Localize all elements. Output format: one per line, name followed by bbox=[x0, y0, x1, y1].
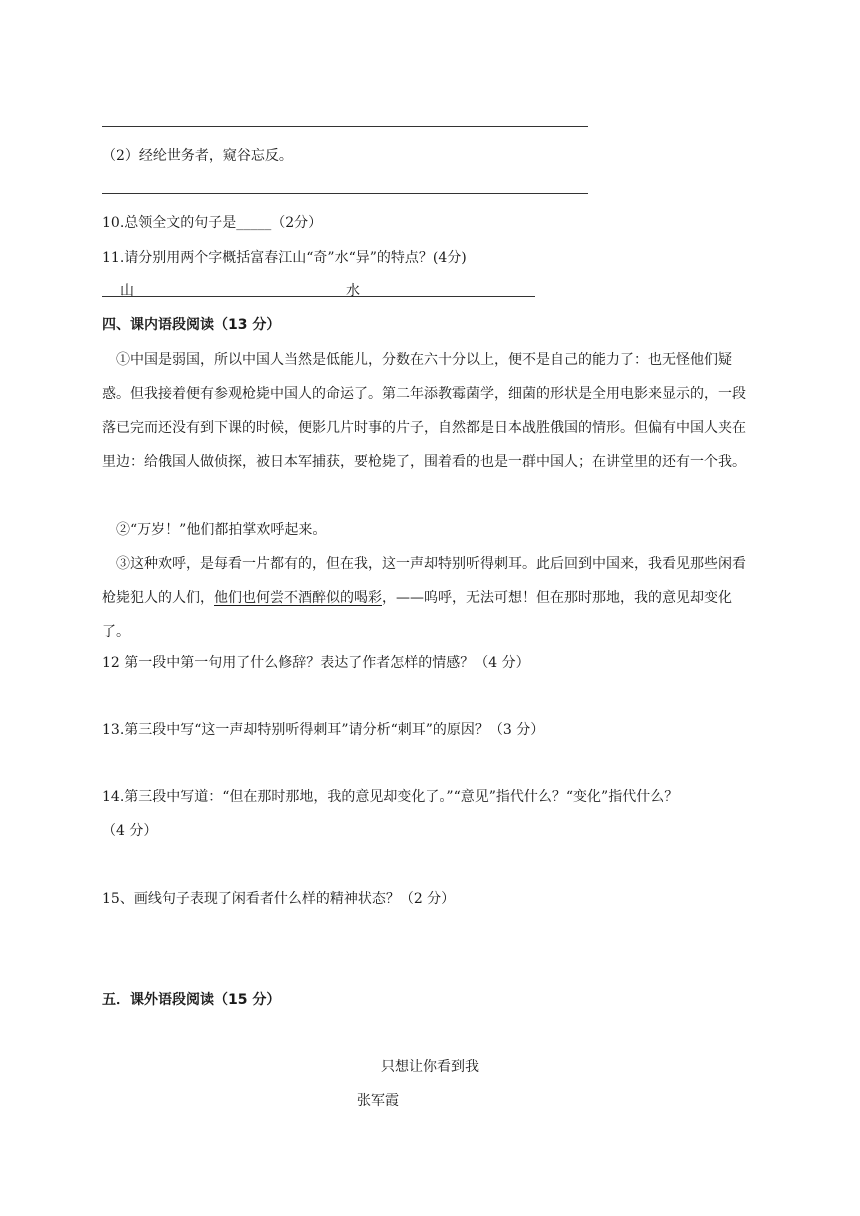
question-9-item-2: （2）经纶世务者，窥谷忘反。 bbox=[102, 148, 293, 164]
question-14-points: （4 分） bbox=[102, 823, 158, 839]
paragraph-3-text-after: ，——呜呼，无法可想！但在那时那地，我的意见却变化了。 bbox=[102, 590, 732, 640]
article-author: 张军霞 bbox=[357, 1093, 399, 1109]
question-15: 15、画线句子表现了闲看者什么样的精神状态？（2 分） bbox=[102, 891, 456, 907]
passage-paragraph-3 bbox=[102, 547, 758, 649]
water-label: 水 bbox=[346, 283, 360, 299]
question-10: 10.总领全文的句子是_____（2分） bbox=[102, 215, 323, 231]
paragraph-1-text: ①中国是弱国，所以中国人当然是低能儿，分数在六十分以上，便不是自己的能力了：也无怪他们疑惑。但我接着便有参观枪毙中国人的命运了。第二年添教霉菌学，细菌的形状是全用电影来显示的，一段落已完而还没有到下课的时候，便影几片时事的片子，自然都是日本战胜俄国的情形。但偏有中国人夹在里边：给俄国人做侦探，被日本军捕获，要枪毙了，围着看的也是一群中国人；在讲堂里的还有一个我。 bbox=[102, 352, 746, 470]
underlined-sentence: 他们也何尝不酒醉似的喝彩 bbox=[214, 590, 382, 606]
paragraph-3-text-before: ③这种欢呼，是每看一片都有的，但在我，这一声却特别听得刺耳。此后回到中国来，我看见那些闲看枪毙犯人的人们， bbox=[102, 556, 746, 606]
question-13: 13.第三段中写“这一声却特别听得刺耳”请分析“刺耳”的原因？（3 分） bbox=[102, 722, 545, 738]
question-12: 12 第一段中第一句用了什么修辞？表达了作者怎样的情感？（4 分） bbox=[102, 655, 530, 671]
section-5-title: 五．课外语段阅读（15 分） bbox=[102, 992, 281, 1008]
paragraph-2-text: ②“万岁！”他们都拍掌欢呼起来。 bbox=[116, 522, 327, 538]
mountain-label: 山 bbox=[120, 283, 134, 299]
article-title: 只想让你看到我 bbox=[381, 1059, 479, 1075]
passage-paragraph-2 bbox=[102, 513, 758, 547]
question-11: 11.请分别用两个字概括富春江山“奇”水“异”的特点？(4分) bbox=[102, 250, 467, 266]
section-4-title: 四、课内语段阅读（13 分） bbox=[102, 317, 281, 333]
passage-paragraph-1 bbox=[102, 343, 758, 479]
answer-line-mountain bbox=[102, 296, 340, 297]
question-14: 14.第三段中写道：“但在那时那地，我的意见却变化了。”“意见”指代什么？“变化”指代什么？ bbox=[102, 789, 679, 805]
answer-line bbox=[102, 193, 588, 194]
answer-line-water bbox=[340, 296, 535, 297]
answer-line bbox=[102, 126, 588, 127]
